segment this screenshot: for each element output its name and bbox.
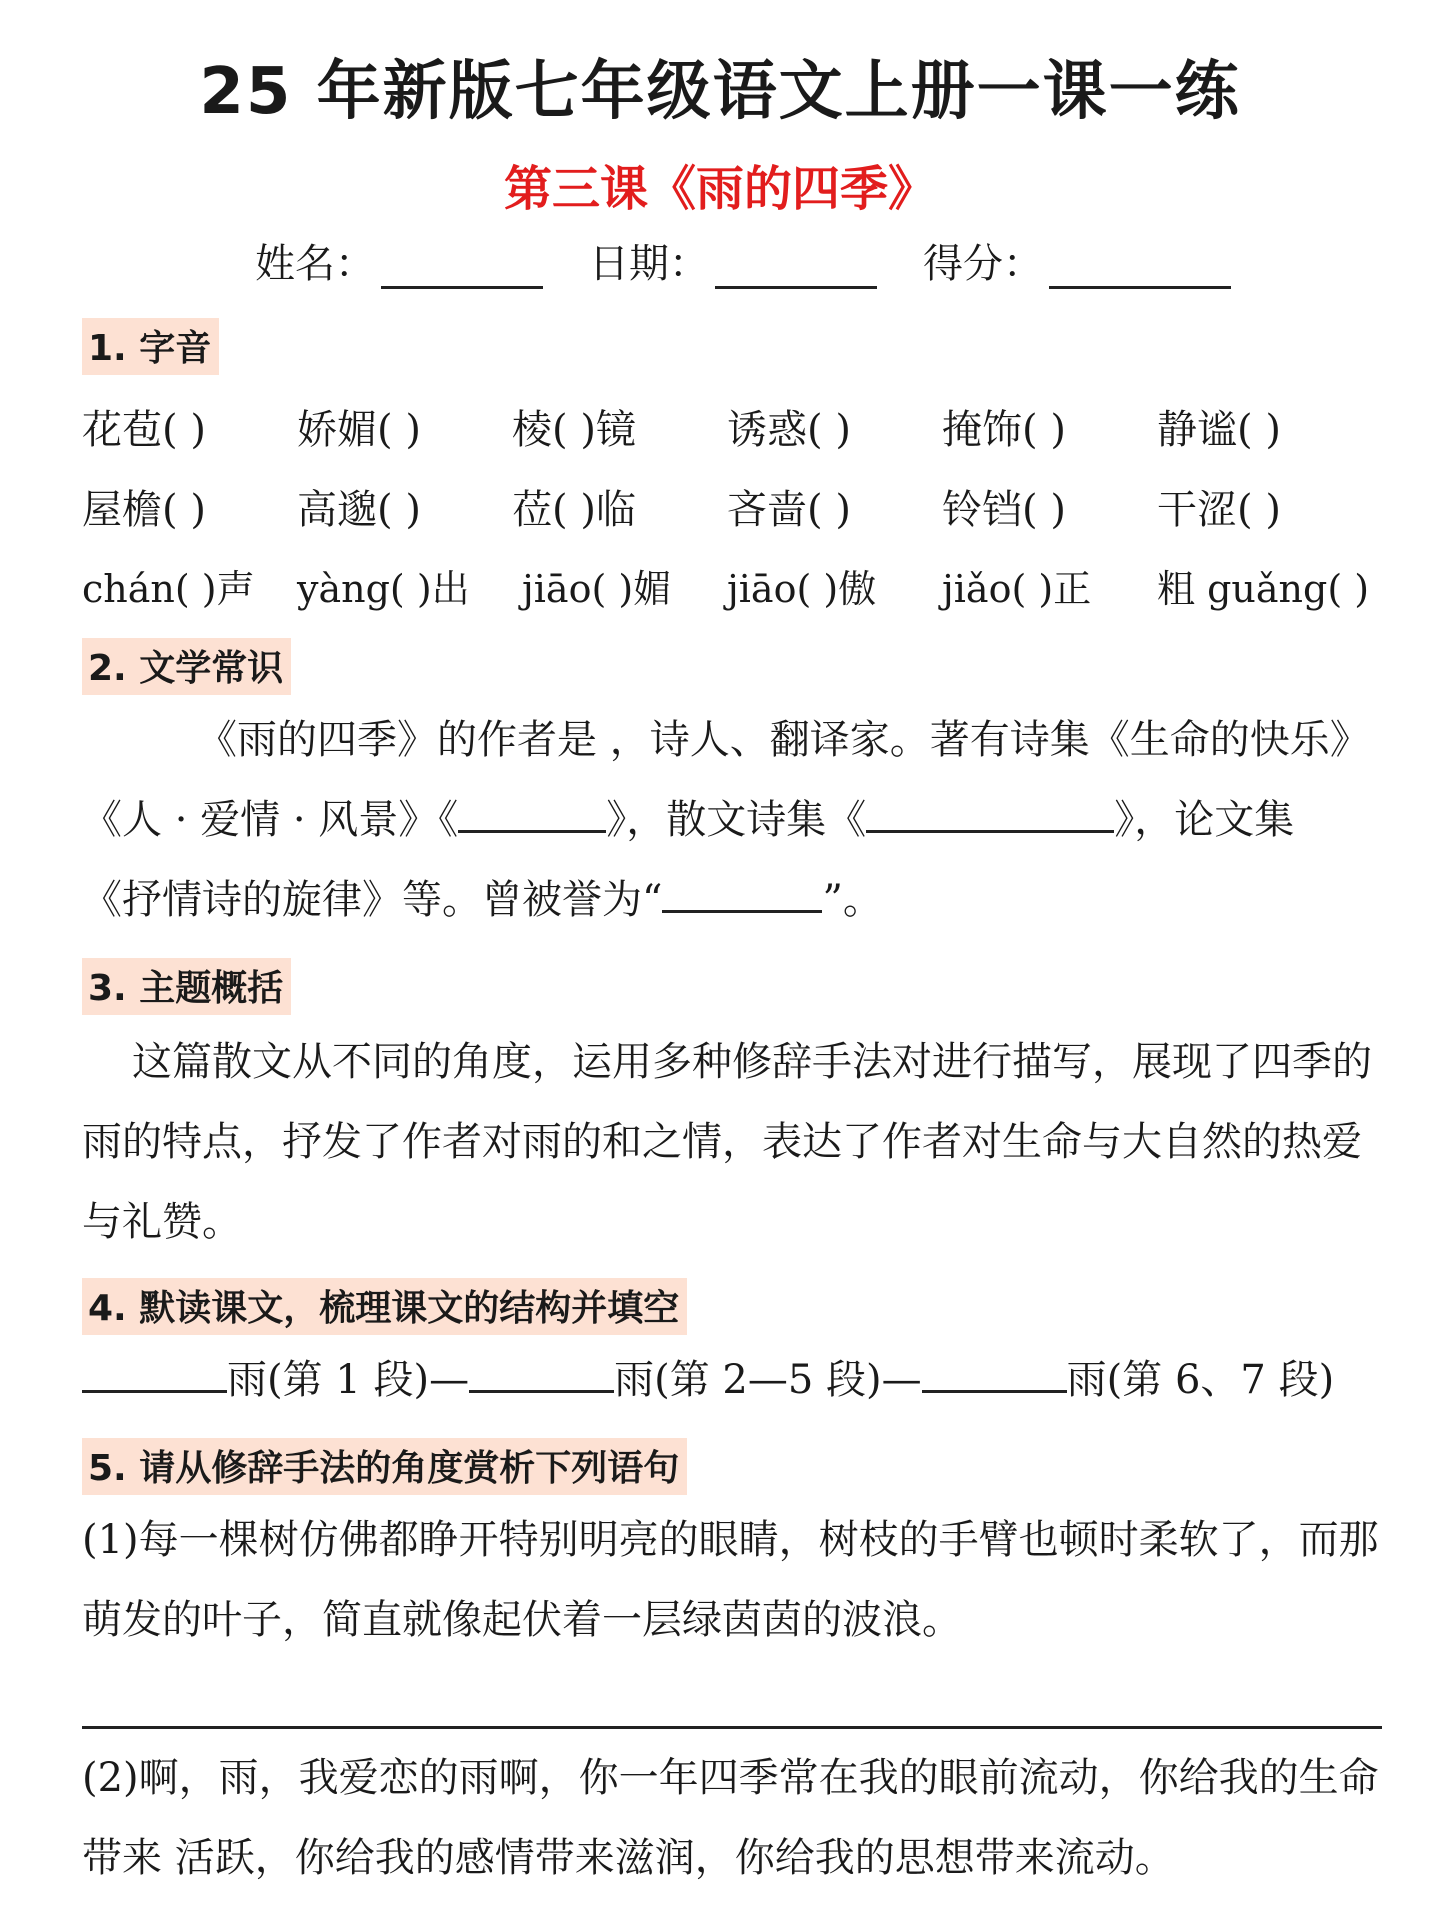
pinyin-item[interactable]: 铃铛( ): [942, 487, 1066, 533]
line-text: 》，散文诗集《: [606, 797, 867, 843]
literature-line-3: [82, 860, 1382, 940]
section-3-heading: 3. 主题概括: [82, 958, 291, 1015]
literature-paragraph: [82, 700, 1382, 940]
name-field[interactable]: [381, 242, 543, 289]
section-5-heading: 5. 请从修辞手法的角度赏析下列语句: [82, 1438, 687, 1495]
question-1-text: (1)每一棵树仿佛都睁开特别明亮的眼睛，树枝的手臂也顿时柔软了，而那萌发的叶子，简直就像起伏着一层绿茵茵的波浪。: [82, 1517, 1379, 1643]
name-label: 姓名：: [255, 241, 375, 287]
literature-line-2: [82, 780, 1382, 860]
line-text: 》，论文集: [1114, 797, 1295, 843]
section-1-heading: 1. 字音: [82, 318, 219, 375]
character-item[interactable]: jiāo( )媚: [522, 567, 672, 611]
answer-line-1[interactable]: [82, 1726, 1382, 1729]
pinyin-item[interactable]: 吝啬( ): [727, 487, 851, 533]
structure-text: 雨(第 1 段)—: [227, 1357, 470, 1403]
section-4-heading: 4. 默读课文，梳理课文的结构并填空: [82, 1278, 687, 1335]
pinyin-item[interactable]: 莅( )临: [512, 487, 636, 533]
character-item[interactable]: jiāo( )傲: [727, 567, 877, 611]
lesson-subtitle: 第三课《雨的四季》: [503, 161, 936, 217]
pinyin-item[interactable]: 花苞( ): [82, 407, 206, 453]
score-label: 得分：: [923, 241, 1043, 287]
pinyin-item[interactable]: 诱惑( ): [727, 407, 851, 453]
structure-fill-line: [82, 1340, 1382, 1420]
blank-structure-3[interactable]: [922, 1354, 1067, 1393]
page-title: 25 年新版七年级语文上册一课一练: [199, 55, 1241, 129]
pinyin-item[interactable]: 掩饰( ): [942, 407, 1066, 453]
pinyin-item[interactable]: 静谧( ): [1157, 407, 1281, 453]
blank-prose-poems[interactable]: [866, 794, 1114, 833]
blank-structure-1[interactable]: [82, 1354, 227, 1393]
score-field[interactable]: [1049, 242, 1231, 289]
pinyin-item[interactable]: 屋檐( ): [82, 487, 206, 533]
line-text: ”。: [822, 877, 883, 923]
blank-structure-2[interactable]: [469, 1354, 614, 1393]
pinyin-item[interactable]: 高邈( ): [297, 487, 421, 533]
character-item[interactable]: yàng( )出: [297, 567, 470, 611]
date-label: 日期：: [589, 241, 709, 287]
student-info-row: [255, 232, 1231, 289]
blank-honor-title[interactable]: [662, 874, 822, 913]
literature-line-1: 《雨的四季》的作者是 ，诗人、翻译家。著有诗集《生命的快乐》: [197, 717, 1370, 763]
character-item[interactable]: 粗 guǎng( ): [1157, 567, 1370, 611]
pinyin-item[interactable]: 棱( )镜: [512, 407, 636, 453]
theme-summary-text: 这篇散文从不同的角度，运用多种修辞手法对进行描写，展现了四季的雨的特点，抒发了作者对雨的和之情，表达了作者对生命与大自然的热爱与礼赞。: [82, 1039, 1372, 1245]
structure-text: 雨(第 6、7 段): [1066, 1357, 1335, 1403]
date-field[interactable]: [715, 242, 877, 289]
character-item[interactable]: jiǎo( )正: [942, 567, 1092, 611]
line-text: 《抒情诗的旋律》等。曾被誉为“: [82, 877, 663, 923]
line-text: 《人 · 爱情 · 风景》《: [82, 797, 459, 843]
section-2-heading: 2. 文学常识: [82, 638, 291, 695]
pinyin-item[interactable]: 娇媚( ): [297, 407, 421, 453]
blank-poetry[interactable]: [458, 794, 606, 833]
pinyin-item[interactable]: 干涩( ): [1157, 487, 1281, 533]
character-item[interactable]: chán( )声: [82, 567, 255, 611]
structure-text: 雨(第 2—5 段)—: [614, 1357, 922, 1403]
question-2-text: (2)啊，雨，我爱恋的雨啊，你一年四季常在我的眼前流动，你给我的生命带来 活跃，你给我的感情带来滋润，你给我的思想带来流动。: [82, 1755, 1379, 1881]
